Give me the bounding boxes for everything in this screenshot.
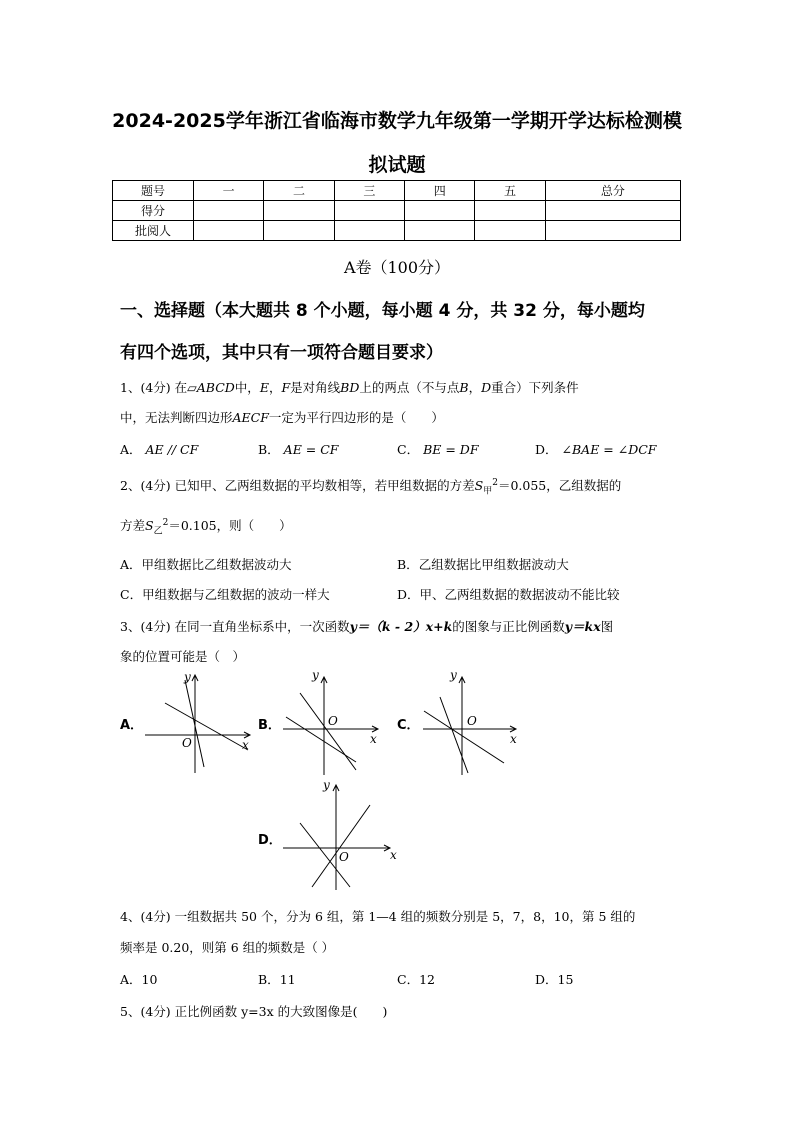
table-header: 一: [194, 181, 264, 201]
line-1: [165, 703, 248, 750]
q2-text: ＝0.105，则（ ）: [168, 518, 292, 533]
score-cell: [264, 201, 334, 221]
q3-option-a-label[interactable]: A．: [120, 718, 144, 733]
q2-sq: 2: [492, 477, 498, 488]
q2-option-b[interactable]: [397, 555, 569, 573]
option-label: A．: [120, 972, 142, 987]
axis-x-label: x: [370, 732, 377, 746]
q1-text: 中，无法判断四边形: [120, 410, 233, 425]
option-text: 12: [419, 972, 435, 987]
option-label: C．: [120, 587, 143, 602]
origin-label: O: [328, 714, 338, 728]
q4-option-c[interactable]: [397, 970, 435, 988]
q2-option-a[interactable]: [120, 555, 292, 573]
option-label: A．: [120, 442, 142, 457]
option-text: 甲、乙两组数据的数据波动不能比较: [419, 587, 620, 602]
section1-heading-line1: 一、选择题（本大题共 8 个小题，每小题 4 分，共 32 分，每小题均: [120, 301, 645, 321]
q1-text: 中，: [234, 380, 260, 395]
option-text: 甲组数据与乙组数据的波动一样大: [142, 587, 330, 602]
option-text: 11: [279, 972, 296, 987]
option-label: D．: [535, 972, 558, 987]
q1-option-b[interactable]: [258, 440, 338, 458]
q3-option-c-label[interactable]: C．: [397, 718, 420, 733]
row-label: 得分: [113, 201, 194, 221]
score-cell: [475, 221, 545, 241]
origin-label: O: [339, 850, 349, 864]
score-cell: [334, 221, 404, 241]
q1-f: F: [281, 380, 291, 395]
score-cell: [405, 201, 475, 221]
q4-option-a[interactable]: [120, 970, 157, 988]
option-label: B．: [397, 557, 419, 572]
question-5: 5、(4分) 正比例函数 y=3x 的大致图像是( ): [120, 1004, 388, 1019]
table-row: [113, 201, 681, 221]
q1-text: 一定为平行四边形的是（ ）: [268, 410, 444, 425]
score-cell: [405, 221, 475, 241]
option-label: D．: [397, 587, 420, 602]
table-header: 三: [334, 181, 404, 201]
option-text: AE // CF: [145, 442, 199, 457]
table-header: 二: [264, 181, 334, 201]
table-row: [113, 221, 681, 241]
q2-sub-yi: 乙: [153, 526, 163, 537]
q3-text: 图: [600, 619, 614, 634]
origin-label: O: [467, 714, 477, 728]
q2-sub-jia: 甲: [483, 486, 493, 497]
q2-option-c[interactable]: [120, 585, 330, 603]
line-1: [424, 711, 504, 763]
axis-x-label: x: [510, 732, 517, 746]
axis-y-label: y: [312, 668, 319, 682]
q3-text: 3、(4分) 在同一直角坐标系中，一次函数: [120, 619, 350, 634]
q2-sq: 2: [162, 517, 169, 528]
question-2: [120, 476, 621, 497]
q3-graph-c: [418, 665, 548, 775]
q2-s-jia: S: [474, 478, 484, 493]
row-label: 批阅人: [113, 221, 194, 241]
question-1-line2: [120, 408, 444, 426]
question-4-line2: 频率是 0.20，则第 6 组的频数是（ ）: [120, 940, 335, 955]
q3-graph-b: [278, 665, 408, 775]
q3-graph-a: [140, 665, 270, 775]
q1-option-a[interactable]: [120, 440, 198, 458]
section1-heading-line2: 有四个选项，其中只有一项符合题目要求）: [120, 343, 443, 363]
q3-graph-d: [278, 775, 408, 895]
q3-text: 的图象与正比例函数: [452, 619, 565, 634]
option-text: AE = CF: [283, 442, 339, 457]
axis-y-label: y: [450, 668, 457, 682]
question-3-line2: 象的位置可能是（ ）: [120, 649, 246, 664]
axis-x-label: x: [242, 738, 249, 752]
score-cell: [545, 201, 680, 221]
q2-text: 2、(4分) 已知甲、乙两组数据的平均数相等，若甲组数据的方差: [120, 478, 475, 493]
axis-y-label: y: [184, 670, 191, 684]
option-label: B．: [258, 442, 280, 457]
q2-text: 方差: [120, 518, 146, 533]
q4-option-d[interactable]: [535, 970, 573, 988]
q2-text: ＝0.055，乙组数据的: [497, 478, 622, 493]
score-cell: [334, 201, 404, 221]
origin-label: O: [182, 736, 192, 750]
q1-aecf: AECF: [232, 410, 269, 425]
q2-s-yi: S: [145, 518, 154, 533]
q1-bd: BD: [340, 380, 360, 395]
axis-x-label: x: [390, 848, 397, 862]
table-header: 四: [405, 181, 475, 201]
option-label: A．: [120, 557, 142, 572]
table-header: 题号: [113, 181, 194, 201]
page-title: 2024-2025学年浙江省临海市数学九年级第一学期开学达标检测模: [112, 110, 682, 132]
score-cell: [545, 221, 680, 241]
q1-text: ，: [268, 380, 282, 395]
option-text: 甲组数据比乙组数据波动大: [141, 557, 292, 572]
score-table: [112, 180, 681, 241]
question-1: [120, 378, 579, 396]
option-label: B．: [258, 972, 280, 987]
axis-y-label: y: [323, 778, 330, 792]
question-2-line2: [120, 516, 292, 537]
q1-d: D: [481, 380, 492, 395]
q1-abcd: ▱ABCD: [187, 380, 235, 395]
question-3: [120, 617, 613, 635]
score-cell: [194, 201, 264, 221]
score-cell: [264, 221, 334, 241]
table-row: [113, 181, 681, 201]
q1-text: 重合）下列条件: [491, 380, 579, 395]
q1-text: 上的两点（不与点: [359, 380, 460, 395]
section-a-heading: A卷（100分）: [343, 258, 451, 277]
line-2: [440, 697, 468, 773]
option-text: 10: [141, 972, 158, 987]
question-4: 4、(4分) 一组数据共 50 个，分为 6 组，第 1—4 组的频数分别是 5，7，8，10，第 5 组的: [120, 909, 636, 924]
q1-text: 是对角线: [290, 380, 341, 395]
table-header: 总分: [545, 181, 680, 201]
q1-text: ，: [468, 380, 482, 395]
q1-option-c[interactable]: [397, 440, 479, 458]
q2-option-d[interactable]: [397, 585, 620, 603]
option-text: ∠BAE = ∠DCF: [561, 442, 657, 457]
option-text: BE = DF: [423, 442, 479, 457]
option-label: D．: [535, 442, 558, 457]
q1-text: 1、(4分) 在: [120, 380, 188, 395]
option-text: 乙组数据比甲组数据波动大: [418, 557, 569, 572]
option-label: C．: [397, 442, 420, 457]
option-text: 15: [557, 972, 574, 987]
q3-option-d-label[interactable]: D．: [258, 833, 282, 848]
q1-option-d[interactable]: [535, 440, 656, 458]
table-header: 五: [475, 181, 545, 201]
q3-option-b-label[interactable]: B．: [258, 718, 281, 733]
q3-formula-1: y＝（k - 2）x+k: [349, 619, 453, 634]
q4-option-b[interactable]: [258, 970, 296, 988]
page-title-line2: 拟试题: [368, 154, 426, 176]
q1-e: E: [259, 380, 269, 395]
option-label: C．: [397, 972, 420, 987]
score-cell: [194, 221, 264, 241]
q3-formula-2: y＝kx: [564, 619, 601, 634]
score-cell: [475, 201, 545, 221]
q1-b: B: [459, 380, 469, 395]
